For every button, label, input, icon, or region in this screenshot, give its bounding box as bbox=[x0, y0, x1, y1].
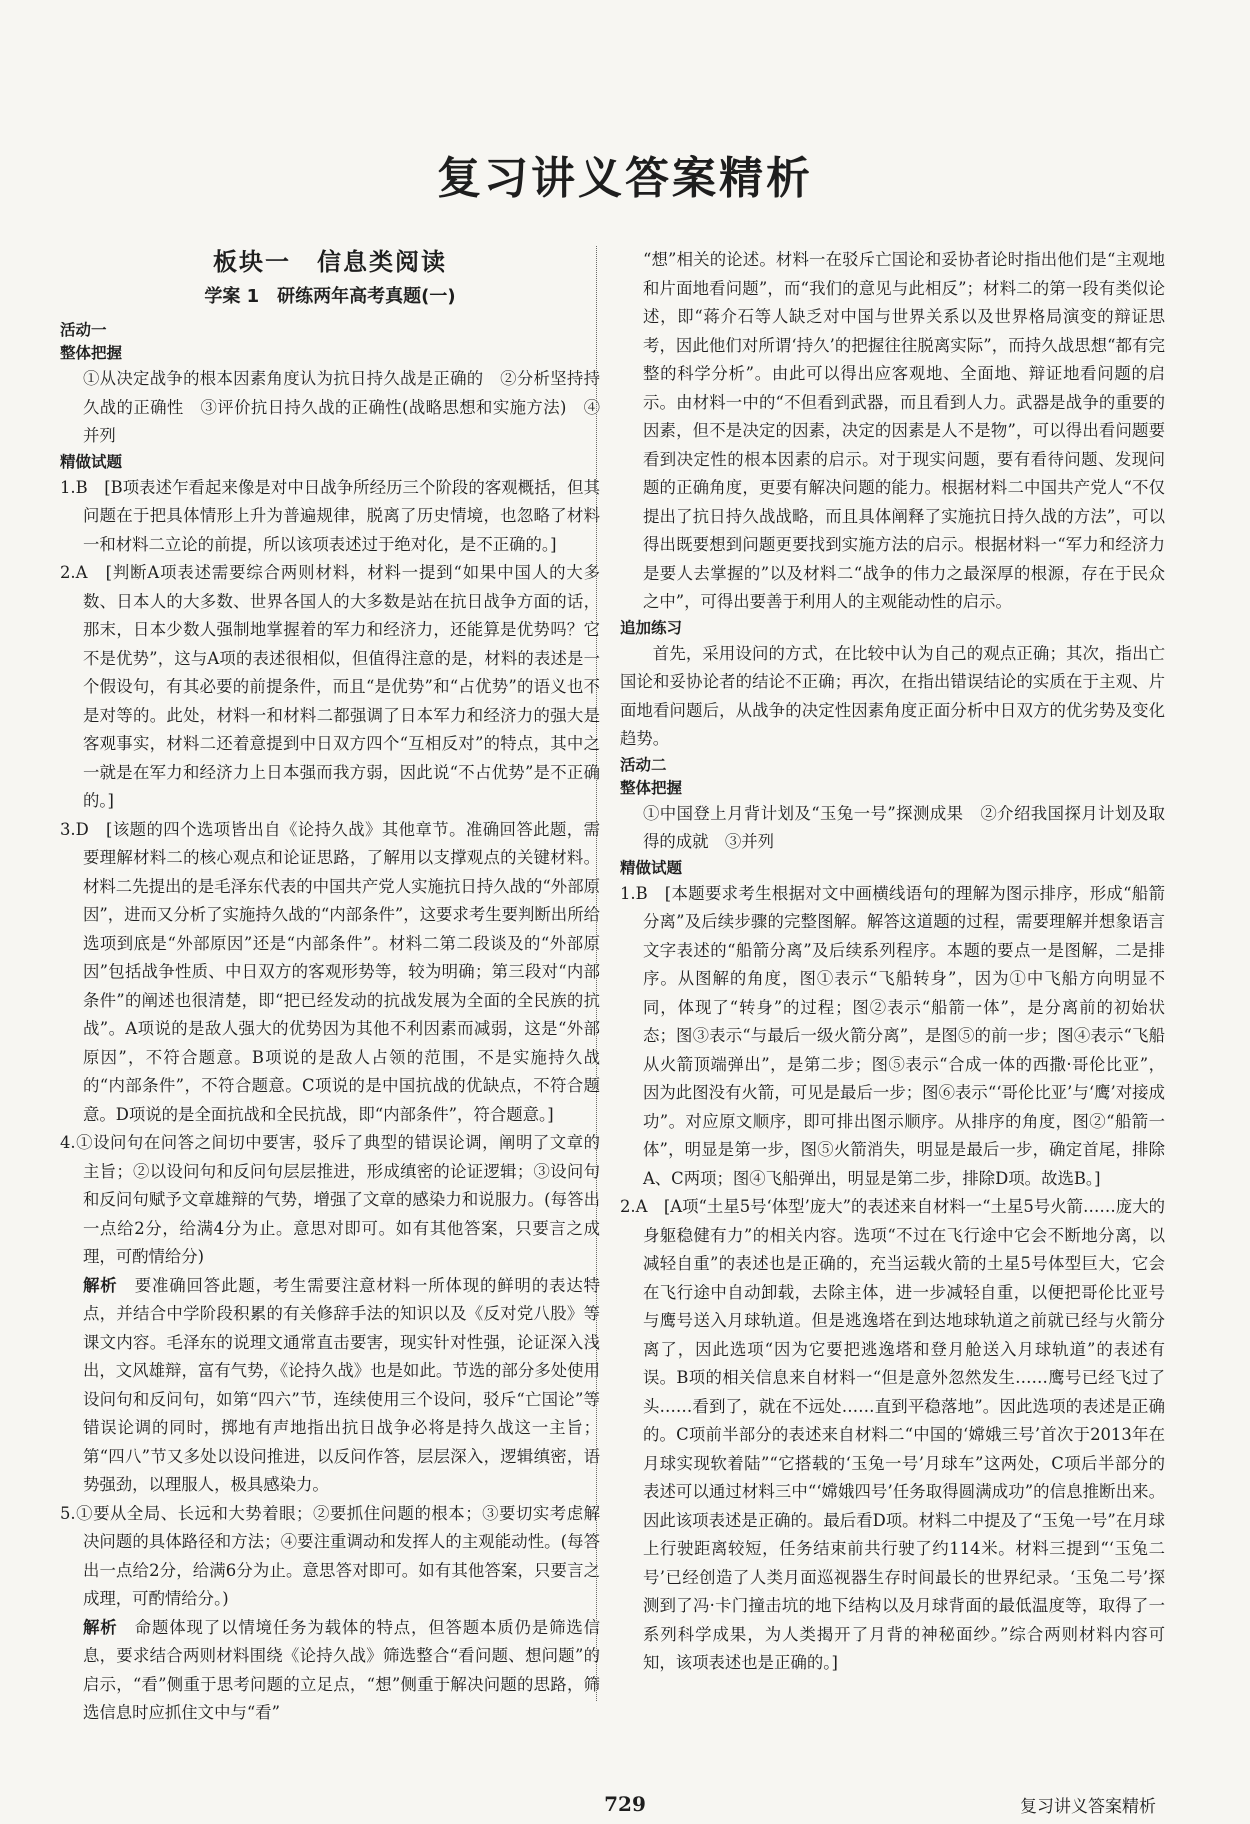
answer-item: 5.①要从全局、长远和大势着眼；②要抓住问题的根本；③要切实考虑解决问题的具体路径和方法；④要注重调动和发挥人的主观能动性。(每答出一点给2分，给满6分为止。意思答对即可。如有其他答案，只要言之成理，可酌情给分。) bbox=[60, 1503, 600, 1608]
overall-text: ①从决定战争的根本因素角度认为抗日持久战是正确的 ②分析坚持持久战的正确性 ③评价抗日持久战的正确性(战略思想和实施方法) ④并列 bbox=[82, 369, 600, 445]
extra-practice-heading: 追加练习 bbox=[620, 618, 683, 637]
page-title: 复习讲义答案精析 bbox=[437, 153, 813, 204]
right-column bbox=[620, 246, 1165, 1678]
answer-item: 4.①设问句在问答之间切中要害，驳斥了典型的错误论调，阐明了文章的主旨；②以设问句和反问句层层推进，形成缜密的论证逻辑；③设问句和反问句赋予文章雄辩的气势，增强了文章的感染力和说服力。(每答出一点给2分，给满4分为止。意思对即可。如有其他答案，只要言之成理，可酌情给分) bbox=[60, 1133, 600, 1266]
column-divider bbox=[596, 246, 597, 1701]
analysis-block bbox=[60, 1272, 600, 1500]
extra-practice-text: 首先，采用设问的方式，在比较中认为自己的观点正确；其次，指出亡国论和妥协论者的结论不正确；再次，在指出错误结论的实质在于主观、片面地看问题后，从战争的决定性因素角度正面分析中日双方的优劣势及变化趋势。 bbox=[620, 643, 1165, 748]
analysis-text: 要准确回答此题，考生需要注意材料一所体现的鲜明的表达特点，并结合中学阶段积累的有关修辞手法的知识以及《反对党八股》等课文内容。毛泽东的说理文通常直击要害，现实针对性强，论证深入浅出，文风雄辩，富有气势，《论持久战》也是如此。节选的部分多处使用设问句和反问句，如第“四六”节，连续使用三个设问，驳斥“亡国论”等错误论调的同时，掷地有声地指出抗日战争必将是持久战这一主旨；第“四八”节又多处以设问推进，以反问作答，层层深入，逻辑缜密，语势强劲，以理服人，极具感染力。 bbox=[82, 1275, 601, 1494]
analysis-text: 命题体现了以情境任务为载体的特点，但答题本质仍是筛选信息，要求结合两则材料围绕《论持久战》筛选整合“看问题、想问题”的启示，“看”侧重于思考问题的立足点，“想”侧重于解决问题的思路，筛选信息时应抓住文中与“看” bbox=[82, 1617, 601, 1722]
activity-heading: 活动一 bbox=[60, 321, 107, 339]
practice-heading: 精做试题 bbox=[60, 452, 123, 471]
activity-heading: 活动二 bbox=[620, 755, 667, 774]
left-column bbox=[60, 244, 600, 1728]
answer-item: 2.A [A项“土星5号‘体型’庞大”的表述来自材料一“土星5号火箭……庞大的身躯稳健有力”的相关内容。选项“不过在飞行途中它会不断地分离，以减轻自重”的表述也是正确的，充当运载火箭的土星5号体型巨大，它会在飞行途中自动卸载，去除主体，进一步减轻自重，以便把哥伦比亚号与鹰号送入月球轨道。但是逃逸塔在到达地球轨道之前就已经与火箭分离了，因此选项“因为它要把逃逸塔和登月舱送入月球轨道”的表述有误。B项的相关信息来自材料一“但是意外忽然发生……鹰号已经飞过了头……看到了，就在不远处……直到平稳落地”。因此选项的表述是正确的。C项前半部分的表述来自材料二“中国的‘嫦娥三号’首次于2013年在月球实现软着陆”“它搭载的‘玉兔一号’月球车”这两处，C项后半部分的表述可以通过材料三中“‘嫦娥四号’任务取得圆满成功”的信息推断出来。因此该项表述是正确的。最后看D项。材料二中提及了“玉兔一号”在月球上行驶距离较短，任务结束前共行驶了约114米。材料三提到“‘玉兔二号’已经创造了人类月面巡视器生存时间最长的世界纪录。‘玉兔二号’探测到了冯·卡门撞击坑的地下结构以及月球背面的最低温度等，取得了一系列科学成果，为人类揭开了月背的神秘面纱。”综合两则材料内容可知，该项表述也是正确的。] bbox=[620, 1197, 1165, 1672]
practice-heading: 精做试题 bbox=[620, 858, 683, 877]
analysis-label: 解析 bbox=[82, 1275, 118, 1295]
answer-item: 2.A [判断A项表述需要综合两则材料，材料一提到“如果中国人的大多数、日本人的大多数、世界各国人的大多数是站在抗日战争方面的话，那末，日本少数人强制地掌握着的军力和经济力，还能算是优势吗？它不是优势”，这与A项的表述很相似，但值得注意的是，材料的表述是一个假设句，有其必要的前提条件，而且“是优势”和“占优势”的语义也不是对等的。此处，材料一和材料二都强调了日本军力和经济力的强大是客观事实，材料二还着意提到中日双方四个“互相反对”的特点，其中之一就是在军力和经济力上日本强而我方弱，因此说“不占优势”是不正确的。] bbox=[60, 563, 600, 810]
analysis-block bbox=[60, 1614, 600, 1728]
analysis-label: 解析 bbox=[82, 1617, 118, 1637]
overall-heading: 整体把握 bbox=[620, 778, 683, 797]
section-title: 板块一 信息类阅读 bbox=[213, 248, 447, 276]
continued-text: “想”相关的论述。材料一在驳斥亡国论和妥协者论时指出他们是“主观地和片面地看问题”，而“我们的意见与此相反”；材料二的第一段有类似论述，即“蒋介石等人缺乏对中国与世界关系以及世界格局演变的辩证思考，因此他们对所谓‘持久’的把握往往脱离实际”，而持久战思想“都有完整的科学分析”。由此可以得出应客观地、全面地、辩证地看问题的启示。由材料一中的“不但看到武器，而且看到人力。武器是战争的重要的因素，但不是决定的因素，决定的因素是人不是物”，可以得出看问题要看到决定性的根本因素的启示。对于现实问题，要有看待问题、发现问题的正确角度，更要有解决问题的能力。根据材料二中国共产党人“不仅提出了抗日持久战战略，而且具体阐释了实施抗日持久战的方法”，可以得出既要想到问题更要找到实施方法的启示。根据材料一“军力和经济力是要人去掌握的”以及材料二“战争的伟力之最深厚的根源，存在于民众之中”，可得出要善于利用人的主观能动性的启示。 bbox=[642, 250, 1165, 611]
answer-item: 1.B [本题要求考生根据对文中画横线语句的理解为图示排序，形成“船箭分离”及后续步骤的完整图解。解答这道题的过程，需要理解并想象语言文字表述的“船箭分离”及后续系列程序。本题的要点一是图解，二是排序。从图解的角度，图①表示“飞船转身”，因为①中飞船方向明显不同，体现了“转身”的过程；图②表示“船箭一体”，是分离前的初始状态；图③表示“与最后一级火箭分离”，是图⑤的前一步；图④表示“飞船从火箭顶端弹出”，是第二步；图⑤表示“合成一体的西撒·哥伦比亚”，因为此图没有火箭，可见是最后一步；图⑥表示“‘哥伦比亚’与‘鹰’对接成功”。对应原文顺序，即可排出图示顺序。从排序的角度，图②“船箭一体”，明显是第一步，图⑤火箭消失，明显是最后一步，确定首尾，排除A、C两项；图④飞船弹出，明显是第二步，排除D项。故选B。] bbox=[620, 883, 1165, 1188]
page-number: 729 bbox=[604, 1792, 646, 1816]
answer-item: 1.B [B项表述乍看起来像是对中日战争所经历三个阶段的客观概括，但其问题在于把具体情形上升为普遍规律，脱离了历史情境，也忽略了材料一和材料二立论的前提，所以该项表述过于绝对化，是不正确的。] bbox=[60, 477, 600, 554]
lesson-title: 学案 1 研练两年高考真题(一) bbox=[204, 285, 456, 307]
overall-text: ①中国登上月背计划及“玉兔一号”探测成果 ②介绍我国探月计划及取得的成就 ③并列 bbox=[642, 803, 1165, 851]
footer-label: 复习讲义答案精析 bbox=[1020, 1797, 1156, 1817]
overall-heading: 整体把握 bbox=[60, 344, 123, 362]
answer-item: 3.D [该题的四个选项皆出自《论持久战》其他章节。准确回答此题，需要理解材料二的核心观点和论证思路，了解用以支撑观点的关键材料。材料二先提出的是毛泽东代表的中国共产党人实施抗日持久战的“外部原因”，进而又分析了实施持久战的“内部条件”，这要求考生要判断出所给选项到底是“外部原因”还是“内部条件”。材料二第二段谈及的“外部原因”包括战争性质、中日双方的客观形势等，较为明确；第三段对“内部条件”的阐述也很清楚，即“把已经发动的抗战发展为全面的全民族的抗战”。A项说的是敌人强大的优势因为其他不利因素而减弱，这是“外部原因”，不符合题意。B项说的是敌人占领的范围，不是实施持久战的“内部条件”，不符合题意。C项说的是中国抗战的优缺点，不符合题意。D项说的是全面抗战和全民抗战，即“内部条件”，符合题意。] bbox=[60, 819, 600, 1124]
